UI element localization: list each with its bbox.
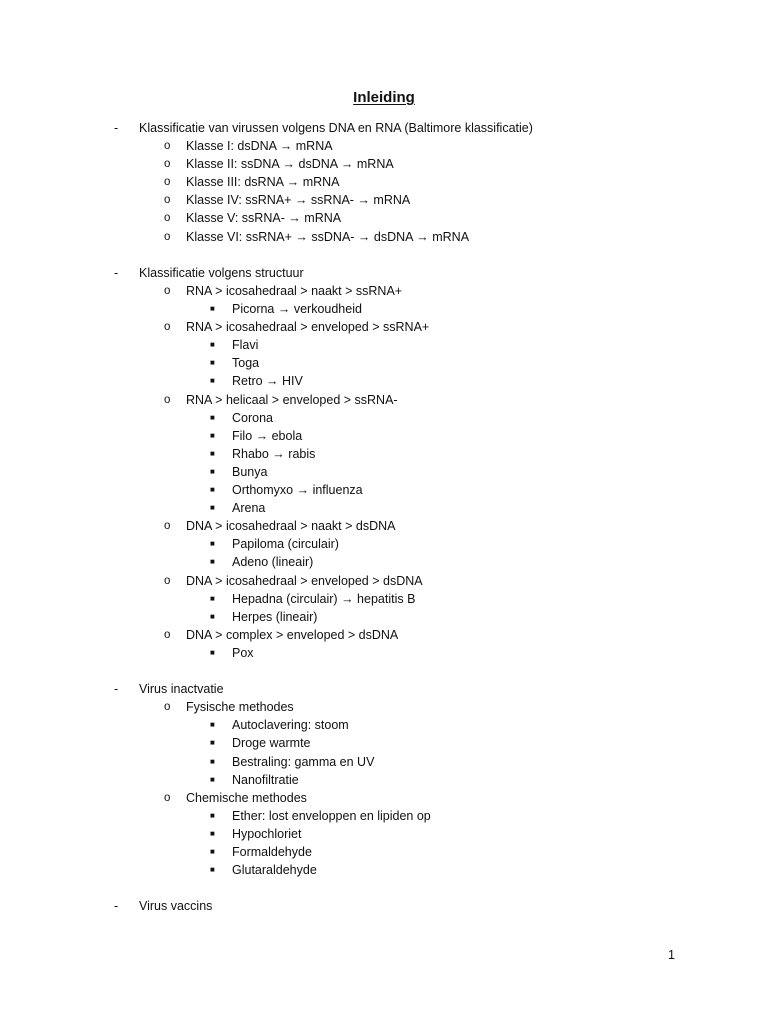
- list-marker: ■: [210, 829, 215, 838]
- item-text: Klassificatie van virussen volgens DNA en RNA (Baltimore klassificatie): [139, 121, 533, 135]
- subsection-item: [164, 229, 470, 245]
- subsection-item: [164, 192, 411, 208]
- list-marker: ■: [210, 594, 215, 603]
- item-text: Autoclavering: stoom: [232, 718, 349, 732]
- section-item: [114, 265, 304, 281]
- list-marker: ■: [210, 413, 215, 422]
- list-marker: -: [114, 899, 119, 913]
- item-text: RNA > icosahedraal > naakt > ssRNA+: [186, 284, 403, 298]
- subsection-item: [164, 392, 398, 408]
- list-marker: ■: [210, 738, 215, 747]
- item-text: Arena: [232, 501, 266, 515]
- subsection-item: [164, 138, 333, 154]
- bullet-item: [210, 410, 273, 426]
- item-text: RNA > icosahedraal > enveloped > ssRNA+: [186, 320, 430, 334]
- item-text: Chemische methodes: [186, 791, 307, 805]
- item-text: Virus vaccins: [139, 899, 213, 913]
- list-marker: ■: [210, 431, 215, 440]
- list-marker: ■: [210, 811, 215, 820]
- item-text: Rhabo → rabis: [232, 447, 316, 461]
- page-number: 1: [668, 948, 675, 962]
- list-marker: o: [164, 701, 171, 713]
- item-text: Corona: [232, 411, 273, 425]
- item-text: Klasse V: ssRNA- → mRNA: [186, 211, 342, 225]
- bullet-item: [210, 717, 349, 733]
- list-marker: ■: [210, 539, 215, 548]
- list-marker: ■: [210, 503, 215, 512]
- list-marker: o: [164, 158, 171, 170]
- list-marker: o: [164, 792, 171, 804]
- bullet-item: [210, 826, 302, 842]
- list-marker: ■: [210, 865, 215, 874]
- page-title: Inleiding: [353, 89, 415, 106]
- list-marker: o: [164, 140, 171, 152]
- list-marker: o: [164, 520, 171, 532]
- item-text: Ether: lost enveloppen en lipiden op: [232, 809, 431, 823]
- bullet-item: [210, 772, 299, 788]
- bullet-item: [210, 500, 266, 516]
- subsection-item: [164, 573, 423, 589]
- item-text: DNA > icosahedraal > naakt > dsDNA: [186, 519, 396, 533]
- list-marker: -: [114, 121, 119, 135]
- item-text: Droge warmte: [232, 736, 311, 750]
- bullet-item: [210, 645, 254, 661]
- bullet-item: [210, 355, 260, 371]
- item-text: Adeno (lineair): [232, 555, 314, 569]
- item-text: Klasse II: ssDNA → dsDNA → mRNA: [186, 157, 394, 171]
- bullet-item: [210, 862, 317, 878]
- list-marker: o: [164, 575, 171, 587]
- item-text: Orthomyxo → influenza: [232, 483, 363, 497]
- item-text: Picorna → verkoudheid: [232, 302, 362, 316]
- list-marker: o: [164, 194, 171, 206]
- bullet-item: [210, 754, 375, 770]
- item-text: Klasse III: dsRNA → mRNA: [186, 175, 340, 189]
- item-text: Klasse VI: ssRNA+ → ssDNA- → dsDNA → mRNA: [186, 230, 470, 244]
- subsection-item: [164, 699, 294, 715]
- bullet-item: [210, 554, 314, 570]
- item-text: RNA > helicaal > enveloped > ssRNA-: [186, 393, 398, 407]
- list-marker: o: [164, 285, 171, 297]
- item-text: Flavi: [232, 338, 259, 352]
- item-text: Bestraling: gamma en UV: [232, 755, 375, 769]
- list-marker: ■: [210, 304, 215, 313]
- bullet-item: [210, 844, 312, 860]
- list-marker: o: [164, 394, 171, 406]
- subsection-item: [164, 283, 403, 299]
- bullet-item: [210, 337, 259, 353]
- subsection-item: [164, 627, 399, 643]
- item-text: Klasse I: dsDNA → mRNA: [186, 139, 333, 153]
- section-item: [114, 120, 533, 136]
- list-marker: ■: [210, 775, 215, 784]
- bullet-item: [210, 301, 362, 317]
- subsection-item: [164, 156, 394, 172]
- bullet-item: [210, 464, 268, 480]
- item-text: Toga: [232, 356, 260, 370]
- item-text: DNA > complex > enveloped > dsDNA: [186, 628, 399, 642]
- bullet-item: [210, 373, 303, 389]
- item-text: Retro → HIV: [232, 374, 303, 388]
- subsection-item: [164, 790, 307, 806]
- subsection-item: [164, 518, 396, 534]
- list-marker: ■: [210, 485, 215, 494]
- subsection-item: [164, 319, 430, 335]
- list-marker: ■: [210, 557, 215, 566]
- item-text: Pox: [232, 646, 254, 660]
- bullet-item: [210, 735, 311, 751]
- list-marker: ■: [210, 612, 215, 621]
- list-marker: ■: [210, 340, 215, 349]
- bullet-item: [210, 446, 316, 462]
- list-marker: o: [164, 176, 171, 188]
- list-marker: -: [114, 266, 119, 280]
- bullet-item: [210, 536, 339, 552]
- list-marker: ■: [210, 467, 215, 476]
- item-text: Herpes (lineair): [232, 610, 318, 624]
- bullet-item: [210, 609, 318, 625]
- item-text: Fysische methodes: [186, 700, 294, 714]
- list-marker: o: [164, 212, 171, 224]
- item-text: Papiloma (circulair): [232, 537, 339, 551]
- list-marker: ■: [210, 757, 215, 766]
- list-marker: o: [164, 629, 171, 641]
- item-text: Hepadna (circulair) → hepatitis B: [232, 592, 416, 606]
- item-text: Bunya: [232, 465, 268, 479]
- bullet-item: [210, 591, 416, 607]
- list-marker: ■: [210, 847, 215, 856]
- item-text: DNA > icosahedraal > enveloped > dsDNA: [186, 574, 423, 588]
- item-text: Hypochloriet: [232, 827, 302, 841]
- item-text: Klasse IV: ssRNA+ → ssRNA- → mRNA: [186, 193, 411, 207]
- item-text: Filo → ebola: [232, 429, 303, 443]
- list-marker: ■: [210, 648, 215, 657]
- bullet-item: [210, 482, 363, 498]
- list-marker: ■: [210, 449, 215, 458]
- item-text: Nanofiltratie: [232, 773, 299, 787]
- list-marker: o: [164, 231, 171, 243]
- item-text: Virus inactvatie: [139, 682, 224, 696]
- bullet-item: [210, 808, 431, 824]
- bullet-item: [210, 428, 303, 444]
- list-marker: o: [164, 321, 171, 333]
- subsection-item: [164, 210, 342, 226]
- list-marker: ■: [210, 358, 215, 367]
- section-item: [114, 681, 224, 697]
- list-marker: ■: [210, 720, 215, 729]
- item-text: Klassificatie volgens structuur: [139, 266, 304, 280]
- list-marker: ■: [210, 376, 215, 385]
- list-marker: -: [114, 682, 119, 696]
- subsection-item: [164, 174, 340, 190]
- item-text: Formaldehyde: [232, 845, 312, 859]
- item-text: Glutaraldehyde: [232, 863, 317, 877]
- section-item: [114, 898, 213, 914]
